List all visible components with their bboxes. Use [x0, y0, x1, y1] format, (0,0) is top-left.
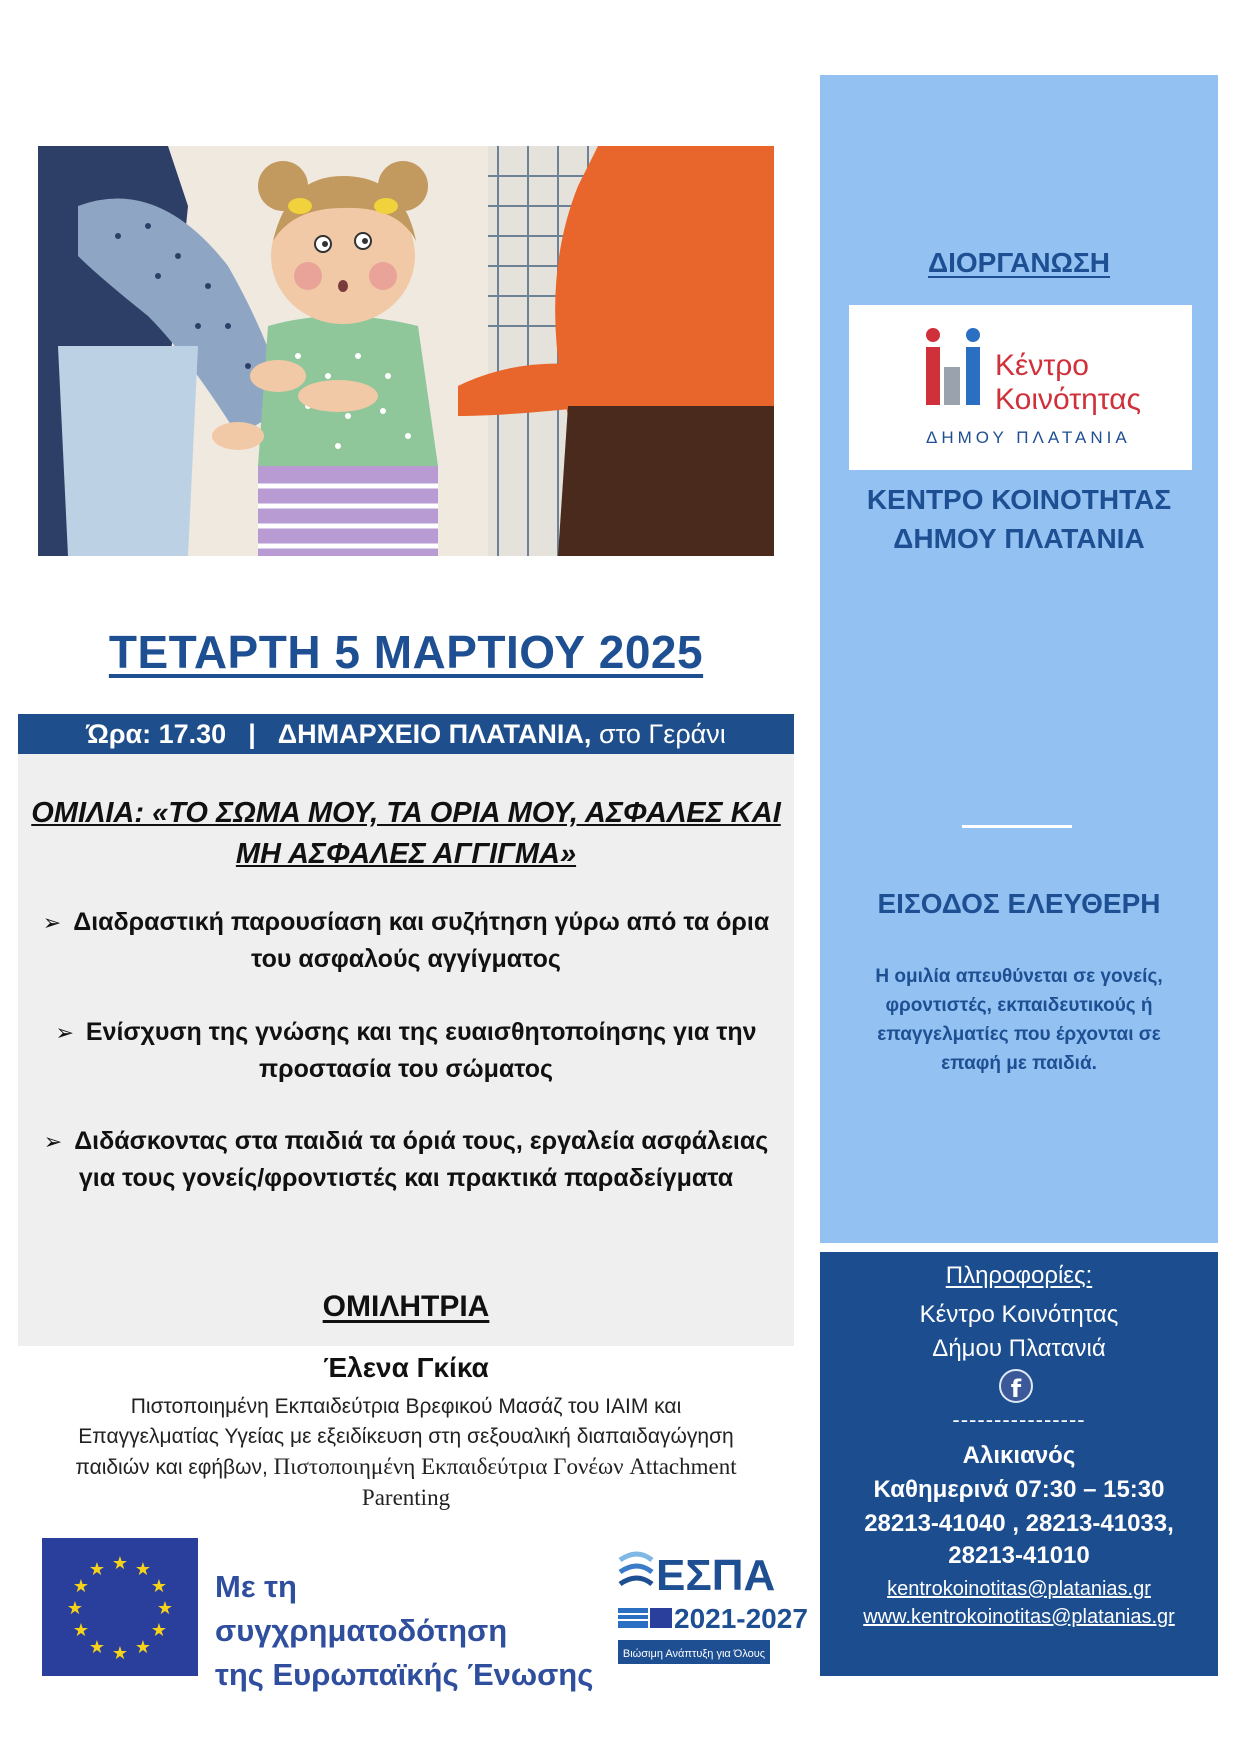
free-entry: ΕΙΣΟΔΟΣ ΕΛΕΥΘΕΡΗ — [877, 888, 1161, 919]
speaker-heading: ΟΜΙΛΗΤΡΙΑ — [322, 1290, 490, 1323]
contact-hours: Καθημερινά 07:30 – 15:30 — [873, 1476, 1165, 1503]
bullet-item — [18, 904, 794, 977]
audience-line: Η ομιλία απευθύνεται σε γονείς, — [875, 966, 1163, 987]
divider — [962, 825, 1072, 828]
espa-years: 2021-2027 — [674, 1603, 808, 1634]
speaker-bio-line: Επαγγελματίας Υγείας με εξειδίκευση στη σεξουαλική διαπαιδαγώγηση — [78, 1425, 734, 1448]
bullet-text: Διαδραστική παρουσίαση και συζήτηση γύρω από τα όρια — [73, 908, 770, 936]
time-venue-bar — [18, 714, 794, 754]
speaker-bio-line: παιδιών και εφήβων, — [75, 1456, 268, 1479]
contact-phone-line: 28213-41010 — [948, 1542, 1090, 1569]
organizer-heading: ΔΙΟΡΓΑΝΩΣΗ — [927, 247, 1111, 278]
audience-line: φροντιστές, εκπαιδευτικούς ή — [885, 995, 1153, 1016]
talk-title-line2: ΜΗ ΑΣΦΑΛΕΣ ΑΓΓΙΓΜΑ» — [235, 838, 577, 870]
contact-org — [820, 1298, 1218, 1366]
facebook-icon[interactable]: f — [999, 1369, 1033, 1403]
contact-org-line: Κέντρο Κοινότητας — [919, 1301, 1119, 1328]
contact-phone-line: 28213-41040 , 28213-41033, — [864, 1510, 1174, 1537]
bullet-text: του ασφαλούς αγγίγματος — [251, 945, 561, 973]
dash-separator: ---------------- — [952, 1407, 1086, 1432]
svg-text:★: ★ — [150, 1620, 168, 1641]
eu-flag-icon — [42, 1538, 198, 1676]
eu-funding-text — [215, 1565, 595, 1697]
event-date: ΤΕΤΑΡΤΗ 5 ΜΑΡΤΙΟΥ 2025 — [108, 626, 704, 678]
speaker-bio-line: Πιστοποιημένη Εκπαιδεύτρια Γονέων Attachment — [273, 1454, 737, 1479]
svg-text:★: ★ — [111, 1643, 129, 1664]
bullet-text: για τους γονείς/φροντιστές και πρακτικά παραδείγματα — [78, 1164, 734, 1192]
speaker-bio-line: Parenting — [361, 1485, 451, 1510]
audience-note — [855, 962, 1183, 1078]
event-time: Ώρα: 17.30 — [86, 718, 227, 749]
contact-website-link[interactable]: www.kentrokoinotitas@platanias.gr — [863, 1606, 1175, 1628]
contact-org-line: Δήμου Πλατανιά — [932, 1335, 1106, 1362]
audience-line: επαγγελματίες που έρχονται σε — [877, 1024, 1161, 1045]
contact-phones — [820, 1508, 1218, 1572]
svg-text:★: ★ — [111, 1553, 129, 1574]
espa-slogan: Βιώσιμη Ανάπτυξη για Όλους — [622, 1648, 766, 1660]
bullet-arrow-icon: ➢ — [55, 1020, 74, 1045]
bullet-arrow-icon: ➢ — [42, 910, 62, 935]
contact-town: Αλικιανός — [962, 1442, 1076, 1469]
svg-text:★: ★ — [72, 1620, 90, 1641]
logo-line1: Κέντρο — [995, 349, 1089, 382]
speaker-name: Έλενα Γκίκα — [323, 1352, 489, 1383]
svg-text:★: ★ — [156, 1598, 174, 1619]
svg-text:★: ★ — [88, 1559, 106, 1580]
contact-heading: Πληροφορίες: — [945, 1262, 1093, 1289]
organizer-name-line: ΚΕΝΤΡΟ ΚΟΙΝΟΤΗΤΑΣ — [866, 484, 1172, 515]
contact-email-link[interactable]: kentrokoinotitas@platanias.gr — [887, 1578, 1151, 1600]
svg-text:★: ★ — [134, 1559, 152, 1580]
svg-text:★: ★ — [150, 1576, 168, 1597]
event-venue: ΔΗΜΑΡΧΕΙΟ ΠΛΑΤΑΝΙΑ, — [277, 718, 592, 749]
svg-text:★: ★ — [134, 1637, 152, 1658]
bullet-text: Ενίσχυση της γνώσης και της ευαισθητοποίησης για την — [85, 1018, 757, 1046]
svg-text:★: ★ — [72, 1576, 90, 1597]
bullet-text: προστασία του σώματος — [258, 1055, 554, 1083]
eu-funding-line: Με τη συγχρηματοδότηση — [215, 1569, 508, 1648]
organizer-name-line: ΔΗΜΟΥ ΠΛΑΤΑΝΙΑ — [893, 523, 1145, 554]
logo-line3: ΔΗΜΟΥ ΠΛΑΤΑΝΙΑ — [926, 428, 1131, 447]
illustration-children-adults — [38, 146, 774, 556]
bullet-item — [18, 1014, 794, 1087]
bullet-arrow-icon: ➢ — [43, 1129, 63, 1154]
organizer-name — [820, 480, 1218, 558]
talk-title — [18, 793, 794, 875]
community-center-logo — [849, 305, 1192, 470]
speaker-bio-line: Πιστοποιημένη Εκπαιδεύτρια Βρεφικού Μασάζ του IAIM και — [130, 1395, 682, 1418]
espa-label: ΕΣΠΑ — [656, 1551, 776, 1600]
speaker-bio — [18, 1392, 794, 1513]
logo-line2: Κοινότητας — [995, 383, 1142, 416]
bullet-text: Διδάσκοντας στα παιδιά τα όριά τους, εργαλεία ασφάλειας — [74, 1127, 769, 1155]
svg-text:★: ★ — [66, 1598, 84, 1619]
bar-separator: | — [248, 718, 256, 749]
audience-line: επαφή με παιδιά. — [941, 1053, 1097, 1074]
eu-funding-line: της Ευρωπαϊκής Ένωσης — [215, 1657, 594, 1692]
svg-text:★: ★ — [88, 1637, 106, 1658]
event-venue-detail: στο Γεράνι — [598, 718, 726, 749]
bullet-item — [18, 1123, 794, 1196]
talk-title-line1: ΟΜΙΛΙΑ: «ΤΟ ΣΩΜΑ ΜΟΥ, ΤΑ ΟΡΙΑ ΜΟΥ, ΑΣΦΑΛΕΣ ΚΑΙ — [31, 797, 781, 829]
espa-logo-icon — [612, 1538, 808, 1676]
